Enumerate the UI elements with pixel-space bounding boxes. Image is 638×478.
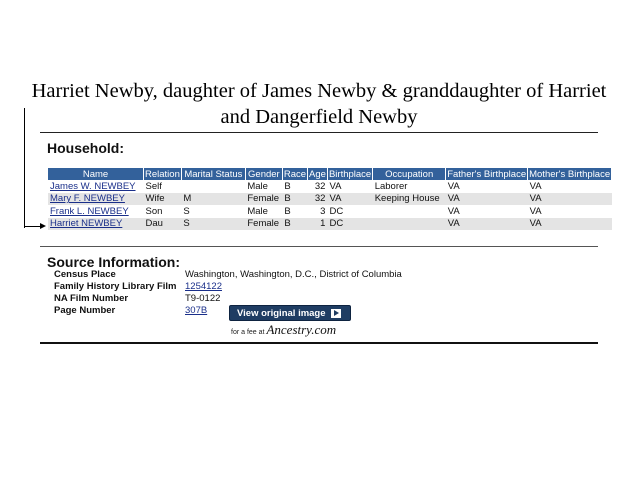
slide-caption bbox=[0, 78, 638, 130]
census-place-row bbox=[54, 269, 402, 281]
birthplace-cell: DC bbox=[329, 205, 344, 217]
household-table bbox=[48, 168, 612, 230]
gender-cell: Male bbox=[247, 180, 268, 192]
relation-cell: Self bbox=[145, 180, 162, 192]
race-cell: B bbox=[284, 180, 291, 192]
film-link[interactable]: 1254122 bbox=[185, 281, 222, 292]
film-label: Family History Library Film bbox=[54, 281, 177, 292]
callout-line bbox=[24, 108, 39, 228]
mother-birthplace-cell: VA bbox=[529, 180, 542, 192]
na-film-label: NA Film Number bbox=[54, 293, 129, 304]
person-name-cell[interactable] bbox=[48, 193, 144, 206]
col-header-marital-status[interactable]: Marital Status bbox=[181, 168, 245, 180]
father-birthplace-cell: VA bbox=[446, 193, 528, 206]
census-place-label: Census Place bbox=[54, 269, 116, 280]
middle-divider bbox=[40, 246, 598, 247]
race-cell: B bbox=[284, 205, 291, 217]
mother-birthplace-cell: VA bbox=[528, 218, 612, 231]
gender-cell: Female bbox=[245, 218, 282, 231]
mother-birthplace-cell: VA bbox=[528, 193, 612, 206]
col-header-name[interactable]: Name bbox=[48, 168, 144, 180]
birthplace-cell: DC bbox=[327, 218, 372, 231]
col-header-gender[interactable]: Gender bbox=[245, 168, 282, 180]
race-cell: B bbox=[282, 218, 307, 231]
father-birthplace-cell: VA bbox=[447, 205, 460, 217]
table-row bbox=[48, 180, 612, 193]
relation-cell: Wife bbox=[144, 193, 182, 206]
age-cell: 3 bbox=[320, 205, 326, 217]
gender-cell: Male bbox=[247, 205, 268, 217]
person-name-link[interactable]: Harriet NEWBEY bbox=[50, 218, 123, 230]
father-birthplace-cell: VA bbox=[447, 180, 460, 192]
person-name-link[interactable]: Frank L. NEWBEY bbox=[50, 205, 129, 217]
table-row bbox=[48, 193, 612, 206]
marital-cell: S bbox=[181, 218, 245, 231]
relation-cell: Dau bbox=[144, 218, 182, 231]
view-original-image-button[interactable] bbox=[229, 305, 351, 321]
father-birthplace-cell: VA bbox=[446, 218, 528, 231]
person-name-link[interactable]: James W. NEWBEY bbox=[50, 180, 136, 192]
age-cell: 32 bbox=[308, 193, 328, 206]
occupation-cell: Laborer bbox=[374, 180, 408, 192]
col-header-birthplace[interactable]: Birthplace bbox=[328, 168, 372, 180]
source-info-title: Source Information: bbox=[47, 254, 181, 270]
person-name-cell[interactable] bbox=[48, 218, 144, 231]
relation-cell: Son bbox=[145, 205, 163, 217]
bottom-divider bbox=[40, 342, 598, 344]
occupation-cell: Keeping House bbox=[373, 193, 446, 206]
marital-cell bbox=[181, 180, 245, 193]
person-name-cell[interactable] bbox=[48, 180, 144, 193]
page-number-label: Page Number bbox=[54, 305, 116, 316]
col-header-race[interactable]: Race bbox=[283, 168, 307, 180]
occupation-cell bbox=[373, 205, 446, 218]
household-header-row bbox=[48, 168, 612, 180]
callout-arrow-icon bbox=[40, 223, 46, 229]
col-header-age[interactable]: Age bbox=[309, 168, 326, 180]
page-number-link[interactable]: 307B bbox=[185, 305, 208, 316]
person-name-link[interactable]: Mary F. NEWBEY bbox=[50, 193, 125, 205]
age-cell: 1 bbox=[308, 218, 328, 231]
gender-cell: Female bbox=[245, 193, 282, 206]
household-title: Household: bbox=[47, 140, 124, 156]
view-original-image-label: View original image bbox=[237, 307, 326, 319]
caption-line-2: and Dangerfield Newby bbox=[220, 106, 418, 128]
birthplace-cell: VA bbox=[329, 180, 342, 192]
col-header-father-birthplace[interactable]: Father's Birthplace bbox=[447, 168, 527, 180]
film-row bbox=[54, 281, 402, 293]
col-header-occupation[interactable]: Occupation bbox=[373, 168, 446, 180]
top-divider bbox=[40, 132, 598, 133]
birthplace-cell: VA bbox=[327, 193, 372, 206]
na-film-row bbox=[54, 293, 402, 305]
table-row bbox=[48, 218, 612, 231]
table-row bbox=[48, 205, 612, 218]
fee-text: for a fee at bbox=[231, 329, 265, 336]
race-cell: B bbox=[282, 193, 307, 206]
age-cell: 32 bbox=[314, 180, 326, 192]
caption-line-1: Harriet Newby, daughter of James Newby & granddaughter of Harriet bbox=[31, 80, 607, 102]
census-place-value: Washington, Washington, D.C., District of Columbia bbox=[185, 269, 402, 280]
person-name-cell[interactable] bbox=[48, 205, 144, 218]
fee-note bbox=[231, 322, 336, 338]
ancestry-logo: Ancestry.com bbox=[266, 322, 337, 337]
mother-birthplace-cell: VA bbox=[529, 205, 542, 217]
marital-cell: S bbox=[183, 205, 190, 217]
col-header-relation[interactable]: Relation bbox=[145, 168, 180, 180]
marital-cell: M bbox=[181, 193, 245, 206]
na-film-value: T9-0122 bbox=[185, 293, 221, 304]
col-header-mother-birthplace[interactable]: Mother's Birthplace bbox=[529, 168, 611, 180]
play-arrow-icon bbox=[331, 309, 341, 318]
occupation-cell bbox=[373, 218, 446, 231]
